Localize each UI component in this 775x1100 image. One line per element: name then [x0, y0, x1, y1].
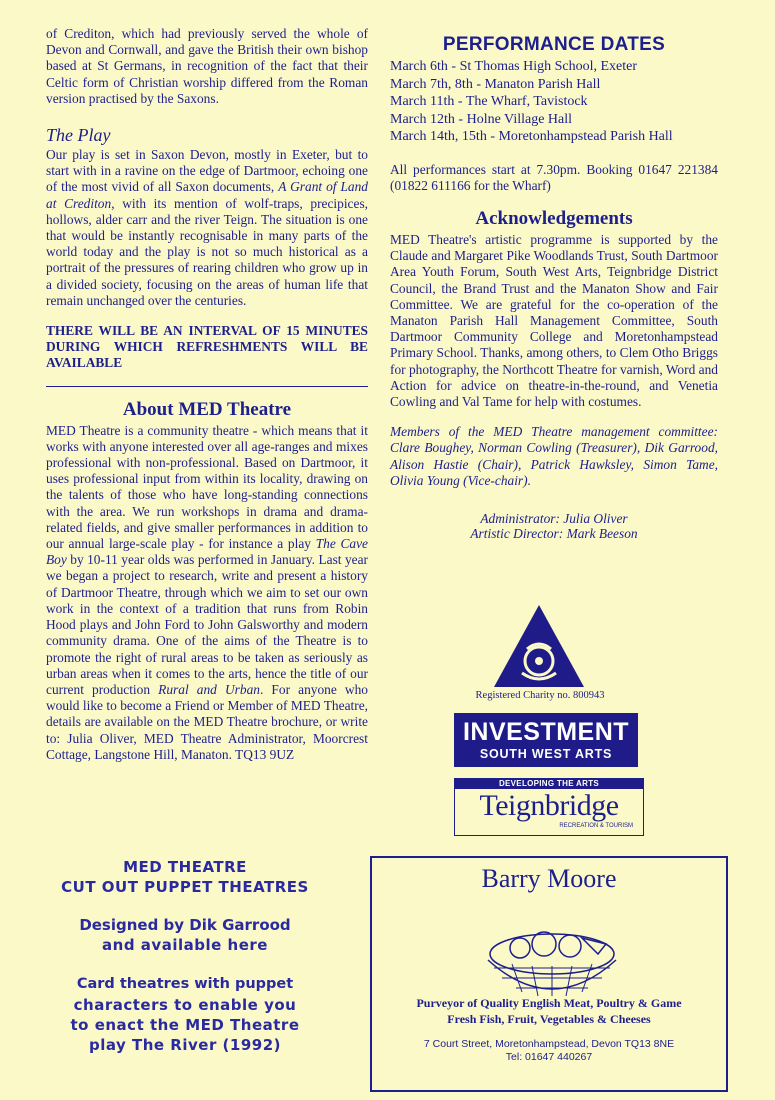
teign-bottom-text: RECREATION & TOURISM — [559, 823, 633, 829]
play-heading: The Play — [46, 125, 111, 146]
divider — [46, 386, 368, 387]
shop-address — [372, 1038, 726, 1064]
performance-dates-list — [390, 58, 718, 146]
about-paragraph — [46, 423, 368, 763]
teignbridge-logo — [454, 778, 644, 836]
date-item: March 14th, 15th - Moretonhampstead Parish Hall — [390, 129, 673, 144]
puppet-line: Card theatres with puppet — [76, 976, 294, 992]
tagline-1: Purveyor of Quality English Meat, Poultry & Game — [416, 996, 682, 1010]
about-text-2: by 10-11 year olds was performed in January. Last year we began a project to research, write and present a history of Dartmoor Theatre, through which we aim to set our own work in the context of a tradition that runs from Robin Hood plays and John Ford to John Galsworthy and modern community drama. One of the aims of the Theatre is to promote the right of rural areas to be taken as seriously as urban areas when it comes to the arts, hence the title of our current production — [46, 552, 368, 697]
about-italic-2: Rural and Urban — [158, 681, 260, 697]
date-item: March 12th - Holne Village Hall — [390, 111, 573, 127]
puppet-line: to enact the MED Theatre — [70, 1015, 300, 1034]
investment-word: INVESTMENT — [462, 718, 630, 746]
teign-top-text: DEVELOPING THE ARTS — [455, 779, 643, 789]
puppet-line: MED THEATRE — [123, 858, 247, 876]
play-text-2: , with its mention of wolf-traps, precipices, hollows, alder carr and the river Teign. The situation is one that would be instantly recognisable in many parts of the world today and the play is not so much historical as a portrait of the pressures of rearing children who grow up in a divided society, focusing on the areas of human life that remain unchanged over the centuries. — [46, 195, 369, 308]
about-italic-1: The Cave Boy — [46, 536, 368, 568]
about-text-3: . For anyone who would like to become a Friend or Member of MED Theatre, details are available on the MED Theatre brochure, or write to: Julia Oliver, MED Theatre Administrator, Moorcrest Cottage, Langstone Hill, Manaton. TQ13 9UZ — [46, 681, 368, 762]
barry-moore-advert — [370, 856, 728, 1092]
puppet-line: Designed by Dik Garrood — [79, 916, 291, 934]
artistic-director: Artistic Director: Mark Beeson — [470, 525, 638, 541]
date-item: March 11th - The Wharf, Tavistock — [390, 94, 588, 109]
investment-sw-arts-logo — [454, 713, 638, 767]
food-basket-icon — [472, 924, 632, 998]
intro-paragraph: of Crediton, which had previously served the whole of Devon and Cornwall, and gave the British their own bishop based at St Germans, in recognition of the fact that their Celtic form of Christian worship differed from the Roman version practised by the Saxons. — [46, 26, 368, 106]
med-theatre-triangle-logo — [492, 603, 586, 689]
interval-note: THERE WILL BE AN INTERVAL OF 15 MINUTES DURING WHICH REFRESHMENTS WILL BE AVAILABLE — [46, 323, 368, 371]
administrator: Administrator: Julia Oliver — [480, 510, 628, 526]
shop-tagline — [372, 995, 726, 1027]
date-item: March 7th, 8th - Manaton Parish Hall — [390, 76, 601, 92]
shop-name: Barry Moore — [481, 864, 617, 893]
telephone: Tel: 01647 440267 — [505, 1051, 593, 1063]
performance-note: All performances start at 7.30pm. Booking 01647 221384 (01822 611166 for the Wharf) — [390, 161, 718, 193]
about-text-1: MED Theatre is a community theatre - which means that it works with anyone interested over all age-ranges and mixes professional with non-professional. Based on Dartmoor, it uses professional input from within its locality, drawing on the talents of those who have long-standing connections with the area. We run workshops in drama and drama-related fields, and give smaller performances in addition to our annual large-scale play - for instance a play — [46, 422, 368, 552]
puppet-line: CUT OUT PUPPET THEATRES — [61, 878, 309, 896]
south-west-arts-word: SOUTH WEST ARTS — [479, 747, 613, 761]
charity-number: Registered Charity no. 800943 — [475, 690, 605, 701]
teign-name: Teignbridge — [479, 789, 619, 822]
puppet-line: play The River (1992) — [88, 1035, 282, 1054]
puppet-line: characters to enable you — [73, 995, 297, 1014]
management-committee: Members of the MED Theatre management committee: Clare Boughey, Norman Cowling (Treasurer), Dik Garrood, Alison Hastie (Chair), Patrick Hawksley, Simon Tame, Olivia Young (Vice-chair). — [390, 424, 718, 488]
play-text-1: Our play is set in Saxon Devon, mostly in Exeter, but to start with in a ravine on the edge of Dartmoor, echoing one of the most vivid of all Saxon documents, — [46, 147, 368, 195]
address-line: 7 Court Street, Moretonhampstead, Devon TQ13 8NE — [423, 1038, 675, 1050]
performance-dates-title: PERFORMANCE DATES — [442, 34, 666, 55]
right-column — [390, 34, 718, 541]
puppet-line: and available here — [102, 936, 268, 954]
play-doc-title: A Grant of Land at Crediton — [46, 179, 369, 211]
acknowledgements-title: Acknowledgements — [475, 207, 633, 229]
tagline-2: Fresh Fish, Fruit, Vegetables & Cheeses — [447, 1012, 651, 1026]
left-column — [46, 26, 368, 763]
about-title: About MED Theatre — [122, 398, 292, 420]
play-paragraph — [46, 147, 368, 309]
staff-credits — [390, 511, 718, 541]
puppet-theatres-notice — [40, 857, 330, 1055]
acknowledgements-text: MED Theatre's artistic programme is supported by the Claude and Margaret Pike Woodlands Trust, South Dartmoor Area Youth Forum, South West Arts, Teignbridge District Council, the Brand Trust and the Manaton Show and Fair Committee. We are grateful for the co-operation of the Manaton Parish Hall Management Committee, South Dartmoor Community College and Moretonhampstead Primary School. Thanks, among others, to Clem Otho Briggs for photography, the Northcott Theatre for varnish, Word and Action for advice on theatre-in-the-round, and Venetia Cowling and Val Tame for help with costumes. — [390, 231, 718, 409]
date-item: March 6th - St Thomas High School, Exeter — [390, 59, 638, 74]
